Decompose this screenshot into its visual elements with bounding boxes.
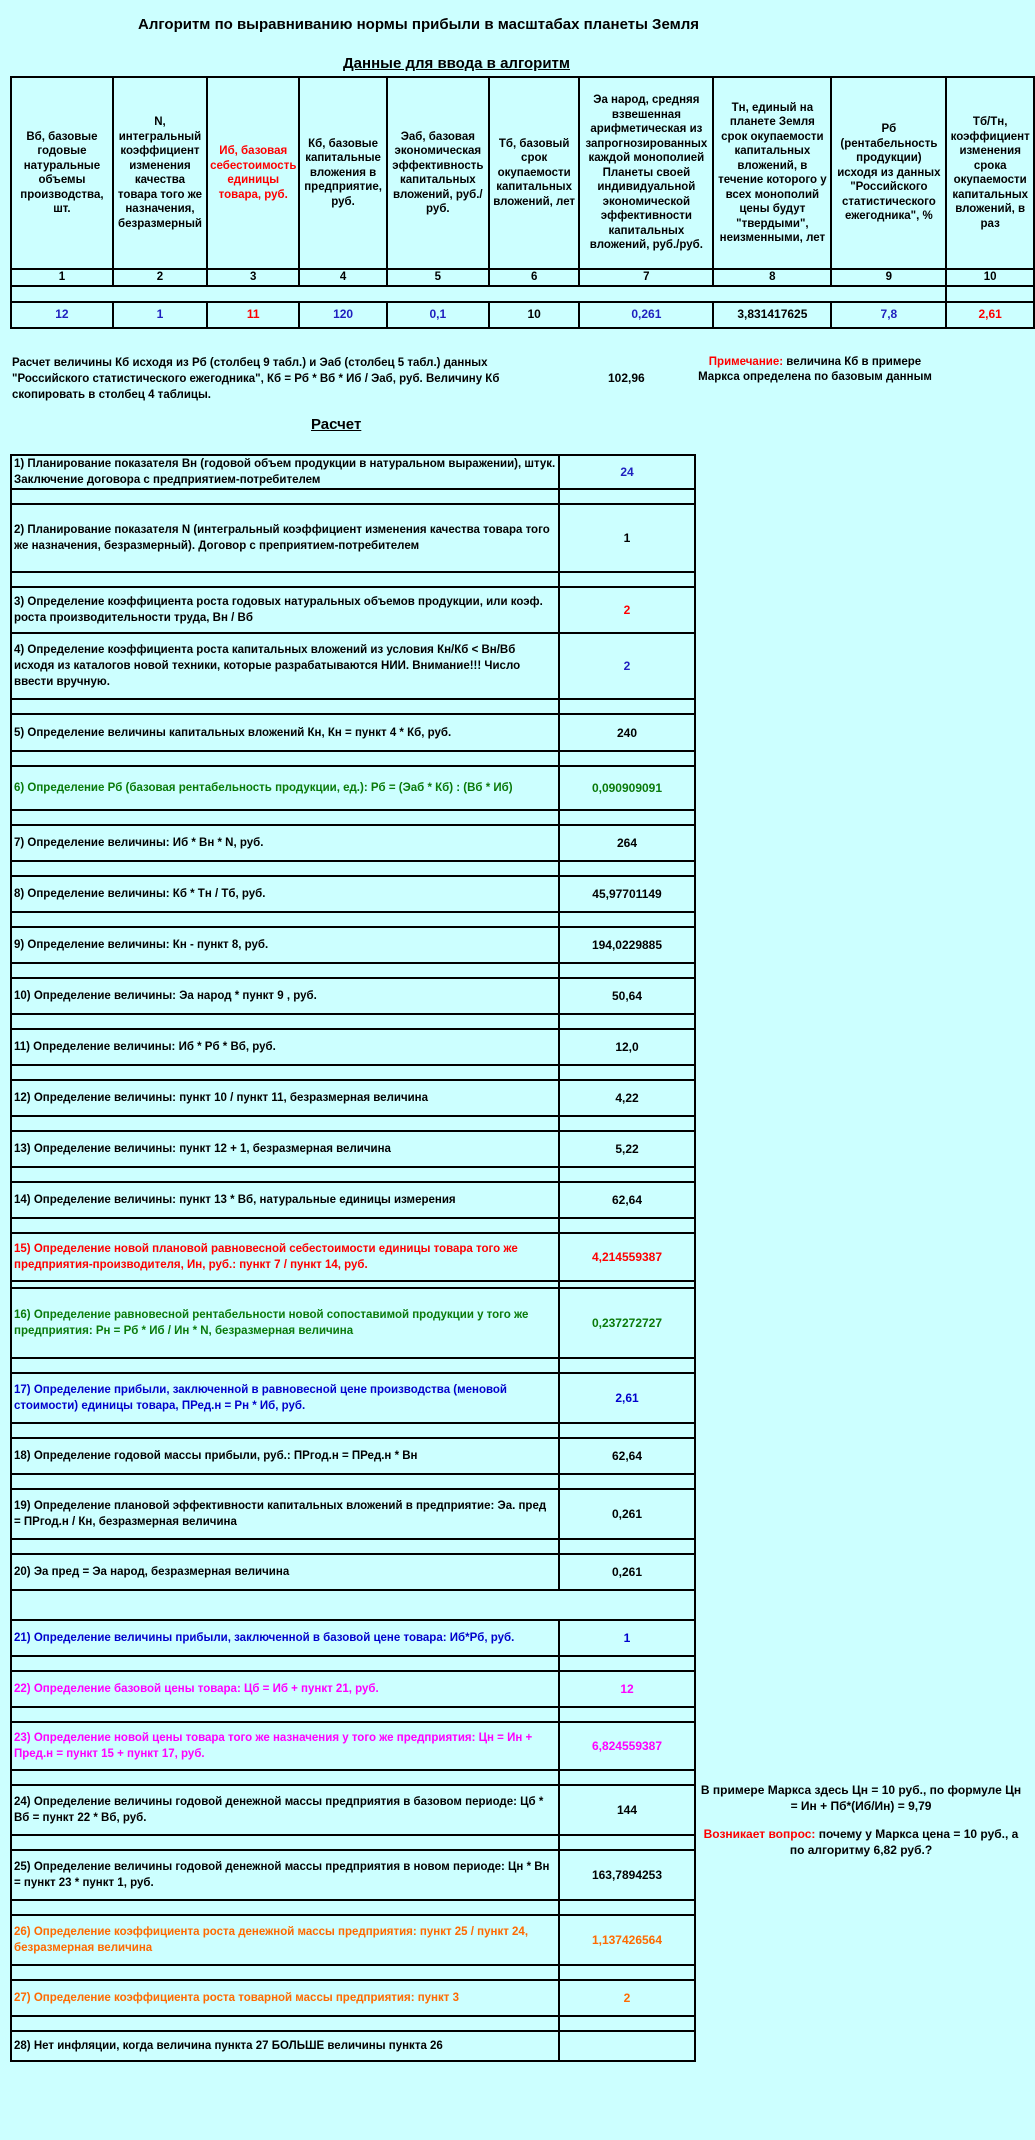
input-value[interactable]: 120 [299, 302, 386, 328]
step-label: 25) Определение величины годовой денежной массы предприятия в новом периоде: Цн * Вн = пункт 23 * пункт 1, руб. [11, 1850, 559, 1900]
spacer [559, 572, 695, 587]
step-value[interactable]: 24 [559, 455, 695, 489]
step-value: 240 [559, 714, 695, 751]
blank-row [11, 286, 946, 302]
step-value: 194,0229885 [559, 927, 695, 963]
header-cell: Эа народ, средняя взвешенная арифметическая из запрогнозированных каждой монополией Планеты своей индивидуальной экономической эффективности капитальных вложений, руб./руб. [579, 77, 713, 269]
input-value[interactable]: 12 [11, 302, 113, 328]
marx-note-label: Примечание: [708, 356, 784, 368]
spacer [11, 1656, 559, 1671]
column-number: 7 [579, 269, 713, 286]
column-number: 1 [11, 269, 113, 286]
spacer [559, 751, 695, 766]
header-cell: Тб/Тн, коэффициент изменения срока окупаемости капитальных вложений, в раз [946, 77, 1034, 269]
step-value: 62,64 [559, 1438, 695, 1474]
step-value: 6,824559387 [559, 1722, 695, 1770]
header-cell: Тб, базовый срок окупаемости капитальных вложений, лет [489, 77, 580, 269]
step-label: 26) Определение коэффициента роста денежной массы предприятия: пункт 25 / пункт 24, безразмерная величина [11, 1915, 559, 1965]
step-label: 2) Планирование показателя N (интегральный коэффициент изменения качества товара того же назначения, безразмерный). Договор с преприятием-потребителем [11, 504, 559, 572]
spacer [11, 1358, 559, 1373]
question-text: почему у Маркса цена = 10 руб., а по алгоритму 6,82 руб.? [789, 1827, 1019, 1857]
spacer [559, 963, 695, 978]
spacer [559, 1900, 695, 1915]
header-cell: Тн, единый на планете Земля срок окупаемости капитальных вложений, в течение которого у всех монополий цены будут "твердыми", неизменными, лет [713, 77, 831, 269]
page-title: Алгоритм по выравниванию нормы прибыли в масштабах планеты Земля [138, 16, 699, 33]
step-value: 264 [559, 825, 695, 861]
step-value: 144 [559, 1785, 695, 1835]
step-value: 163,7894253 [559, 1850, 695, 1900]
spacer [11, 1965, 559, 1980]
input-table [10, 76, 1035, 329]
kb-calculation-note: Расчет величины Кб исходя из Рб (столбец 9 табл.) и Эаб (столбец 5 табл.) данных "Российского статистического ежегодника", Кб = Рб * Вб * Иб / Эаб, руб. Величину Кб скопировать в столбец 4 таблицы. [12, 357, 500, 401]
step-label: 13) Определение величины: пункт 12 + 1, безразмерная величина [11, 1131, 559, 1167]
header-cell: Рб (рентабельность продукции) исходя из данных "Российского статистического ежегодника", % [831, 77, 946, 269]
step-label: 20) Эа пред = Эа народ, безразмерная величина [11, 1554, 559, 1590]
column-number: 6 [489, 269, 580, 286]
input-value[interactable]: 1 [113, 302, 207, 328]
step-value: 4,214559387 [559, 1233, 695, 1281]
spacer [559, 912, 695, 927]
spacer [11, 1539, 559, 1554]
header-cell: Вб, базовые годовые натуральные объемы производства, шт. [11, 77, 113, 269]
step-value: 0,090909091 [559, 766, 695, 810]
step-value: 45,97701149 [559, 876, 695, 912]
step-label: 11) Определение величины: Иб * Рб * Вб, руб. [11, 1029, 559, 1065]
step-value: 12,0 [559, 1029, 695, 1065]
column-number: 4 [299, 269, 386, 286]
step-label: 24) Определение величины годовой денежной массы предприятия в базовом периоде: Цб * Вб = пункт 22 * Вб, руб. [11, 1785, 559, 1835]
spacer [11, 963, 559, 978]
step-label: 27) Определение коэффициента роста товарной массы предприятия: пункт 3 [11, 1980, 559, 2016]
spacer [11, 699, 559, 714]
step-label: 10) Определение величины: Эа народ * пункт 9 , руб. [11, 978, 559, 1014]
spacer [559, 1423, 695, 1438]
spacer [11, 489, 559, 504]
spacer [11, 1281, 559, 1288]
spacer [11, 1423, 559, 1438]
spacer [559, 1707, 695, 1722]
spacer [559, 810, 695, 825]
step-label: 8) Определение величины: Кб * Тн / Тб, руб. [11, 876, 559, 912]
step-label: 3) Определение коэффициента роста годовых натуральных объемов продукции, или коэф. роста производительности труда, Вн / Вб [11, 587, 559, 633]
spacer [559, 1167, 695, 1182]
step-value: 0,237272727 [559, 1288, 695, 1358]
step-value: 2 [559, 1980, 695, 2016]
step-value: 1,137426564 [559, 1915, 695, 1965]
spacer [559, 1539, 695, 1554]
step-value: 2,61 [559, 1373, 695, 1423]
step-label: 12) Определение величины: пункт 10 / пункт 11, безразмерная величина [11, 1080, 559, 1116]
calc-section-title: Расчет [311, 416, 362, 433]
spacer [11, 861, 559, 876]
spacer [559, 1965, 695, 1980]
spacer [11, 572, 559, 587]
column-number: 9 [831, 269, 946, 286]
column-number: 8 [713, 269, 831, 286]
header-cell: Кб, базовые капитальные вложения в предприятие, руб. [299, 77, 386, 269]
spacer [559, 1358, 695, 1373]
step-label: 7) Определение величины: Иб * Вн * N, руб. [11, 825, 559, 861]
step-label: 1) Планирование показателя Вн (годовой объем продукции в натуральном выражении), штук. Заключение договора с предприятием-потребителем [11, 455, 559, 489]
input-value[interactable]: 0,1 [387, 302, 489, 328]
spacer [559, 489, 695, 504]
step-label: 5) Определение величины капитальных вложений Кн, Кн = пункт 4 * Кб, руб. [11, 714, 559, 751]
step-label: 19) Определение плановой эффективности капитальных вложений в предприятие: Эа. пред = ПРгод.н / Кн, безразмерная величина [11, 1489, 559, 1539]
blank-cell [946, 286, 1034, 302]
spacer [11, 1590, 695, 1620]
step-value[interactable]: 1 [559, 504, 695, 572]
spacer [559, 699, 695, 714]
step-label: 22) Определение базовой цены товара: Цб = Иб + пункт 21, руб. [11, 1671, 559, 1707]
spacer [559, 1116, 695, 1131]
step-value [559, 2031, 695, 2061]
spacer [11, 1835, 559, 1850]
spacer [11, 1065, 559, 1080]
step-label: 17) Определение прибыли, заключенной в равновесной цене производства (меновой стоимости) единицы товара, ПРед.н = Рн * Иб, руб. [11, 1373, 559, 1423]
column-number: 3 [207, 269, 299, 286]
step-label: 4) Определение коэффициента роста капитальных вложений из условия Кн/Кб < Вн/Вб исходя из каталогов новой техники, которые разрабатываются НИИ. Внимание!!! Число ввести вручную. [11, 633, 559, 699]
question-note [696, 1826, 1026, 1858]
calculation-table [10, 454, 696, 2062]
step-label: 18) Определение годовой массы прибыли, руб.: ПРгод.н = ПРед.н * Вн [11, 1438, 559, 1474]
spacer [11, 2016, 559, 2031]
step-label: 6) Определение Рб (базовая рентабельность продукции, ед.): Рб = (Эаб * Кб) : (Вб * Иб) [11, 766, 559, 810]
input-value[interactable]: 3,831417625 [713, 302, 831, 328]
spacer [11, 1707, 559, 1722]
step-value: 4,22 [559, 1080, 695, 1116]
step-label: 9) Определение величины: Кн - пункт 8, руб. [11, 927, 559, 963]
spacer [559, 1281, 695, 1288]
spacer [11, 1167, 559, 1182]
input-value[interactable]: 11 [207, 302, 299, 328]
spacer [559, 1770, 695, 1785]
spacer [559, 1014, 695, 1029]
step-value: 0,261 [559, 1489, 695, 1539]
spacer [559, 1656, 695, 1671]
input-value[interactable]: 10 [489, 302, 580, 328]
step-label: 23) Определение новой цены товара того же назначения у того же предприятия: Цн = Ин + Пред.н = пункт 15 + пункт 17, руб. [11, 1722, 559, 1770]
column-number: 5 [387, 269, 489, 286]
spacer [11, 810, 559, 825]
spacer [11, 1218, 559, 1233]
step-label: 15) Определение новой плановой равновесной себестоимости единицы товара того же предприятия-производителя, Ин, руб.: пункт 7 / пункт 14, руб. [11, 1233, 559, 1281]
step-value: 0,261 [559, 1554, 695, 1590]
spacer [11, 1770, 559, 1785]
step-value: 12 [559, 1671, 695, 1707]
step-value: 5,22 [559, 1131, 695, 1167]
column-number: 2 [113, 269, 207, 286]
column-number: 10 [946, 269, 1034, 286]
question-label: Возникает вопрос: [703, 1827, 816, 1841]
step-value: 2 [559, 587, 695, 633]
spacer [559, 1835, 695, 1850]
kb-calculation-value: 102,96 [608, 371, 645, 385]
step-value: 50,64 [559, 978, 695, 1014]
step-label: 28) Нет инфляции, когда величина пункта 27 БОЛЬШЕ величины пункта 26 [11, 2031, 559, 2061]
spacer [11, 1014, 559, 1029]
spacer [559, 861, 695, 876]
spacer [11, 1900, 559, 1915]
spacer [11, 912, 559, 927]
step-value: 62,64 [559, 1182, 695, 1218]
spacer [11, 751, 559, 766]
input-value[interactable]: 7,8 [831, 302, 946, 328]
marx-note [690, 355, 940, 385]
spacer [559, 1474, 695, 1489]
marx-price-note: В примере Маркса здесь Цн = 10 руб., по формуле Цн = Ин + Пб*(Иб/Ин) = 9,79 [700, 1783, 1022, 1813]
header-cell: N, интегральный коэффициент изменения качества товара того же назначения, безразмерный [113, 77, 207, 269]
input-value[interactable]: 2,61 [946, 302, 1034, 328]
spacer [559, 1218, 695, 1233]
step-label: 21) Определение величины прибыли, заключенной в базовой цене товара: Иб*Рб, руб. [11, 1620, 559, 1656]
input-section-title: Данные для ввода в алгоритм [343, 55, 570, 72]
step-value: 1 [559, 1620, 695, 1656]
spacer [559, 2016, 695, 2031]
spacer [11, 1474, 559, 1489]
step-value[interactable]: 2 [559, 633, 695, 699]
header-cell: Иб, базовая себестоимость единицы товара, руб. [207, 77, 299, 269]
input-value[interactable]: 0,261 [579, 302, 713, 328]
step-label: 14) Определение величины: пункт 13 * Вб, натуральные единицы измерения [11, 1182, 559, 1218]
marx-note-text: величина Кб в примере Маркса определена по базовым данным [698, 356, 932, 383]
spacer [11, 1116, 559, 1131]
header-cell: Эаб, базовая экономическая эффективность капитальных вложений, руб./руб. [387, 77, 489, 269]
spacer [559, 1065, 695, 1080]
step-label: 16) Определение равновесной рентабельности новой сопоставимой продукции у того же предприятия: Рн = Рб * Иб / Ин * N, безразмерная величина [11, 1288, 559, 1358]
